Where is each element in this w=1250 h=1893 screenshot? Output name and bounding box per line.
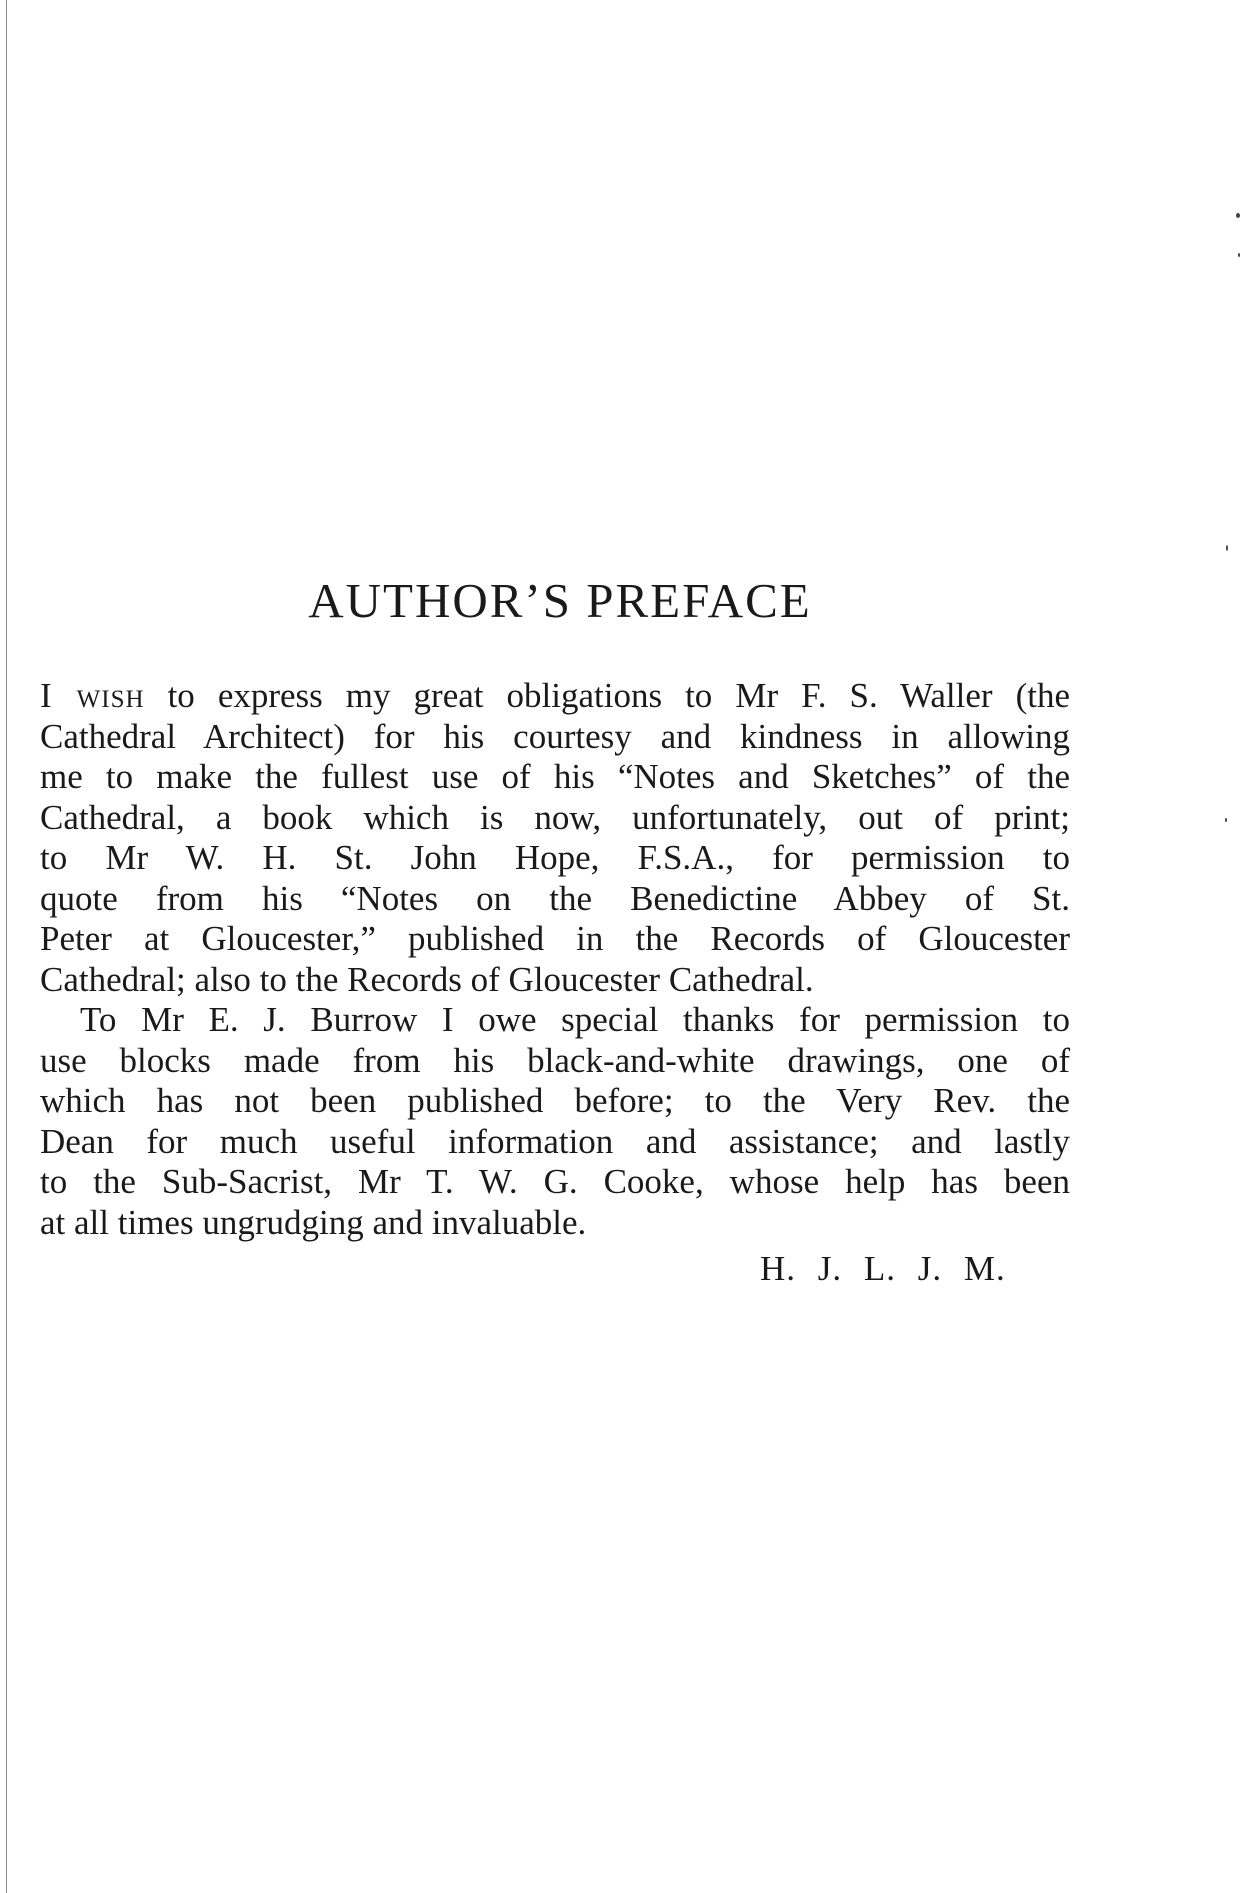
text-line: Dean for much useful information and assistance; and lastly bbox=[40, 1121, 1070, 1161]
text-line: Cathedral, a book which is now, unfortunately, out of print; bbox=[40, 797, 1070, 837]
text-line bbox=[40, 676, 1070, 717]
print-speck bbox=[1226, 545, 1228, 551]
text-line-content: to express my great obligations to Mr F. S. Waller (the bbox=[144, 676, 1070, 715]
text-line: which has not been published before; to the Very Rev. the bbox=[40, 1081, 1070, 1120]
lead-word: I wish bbox=[40, 676, 145, 715]
print-speck bbox=[1236, 213, 1240, 218]
text-line: Peter at Gloucester,” published in the Records of Gloucester bbox=[40, 919, 1070, 958]
print-speck bbox=[1238, 253, 1240, 257]
text-line: quote from his “Notes on the Benedictine Abbey of St. bbox=[40, 878, 1070, 918]
text-line: me to make the fullest use of his “Notes and Sketches” of the bbox=[40, 757, 1070, 796]
text-line: To Mr E. J. Burrow I owe special thanks for permission to bbox=[80, 1000, 1070, 1039]
text-line: to Mr W. H. St. John Hope, F.S.A., for permission to bbox=[40, 838, 1070, 877]
page-edge bbox=[6, 0, 7, 1893]
text-line: Cathedral; also to the Records of Gloucester Cathedral. bbox=[40, 959, 814, 999]
preface-title: AUTHOR’S PREFACE bbox=[308, 573, 812, 628]
author-signature: H. J. L. J. M. bbox=[760, 1249, 1006, 1288]
text-line: use blocks made from his black-and-white drawings, one of bbox=[40, 1040, 1070, 1080]
text-line: to the Sub-Sacrist, Mr T. W. G. Cooke, whose help has been bbox=[40, 1162, 1070, 1201]
print-speck bbox=[1225, 818, 1227, 822]
text-line: at all times ungrudging and invaluable. bbox=[40, 1202, 587, 1242]
preface-body bbox=[40, 676, 1070, 1243]
text-line: Cathedral Architect) for his courtesy and kindness in allowing bbox=[40, 716, 1070, 756]
